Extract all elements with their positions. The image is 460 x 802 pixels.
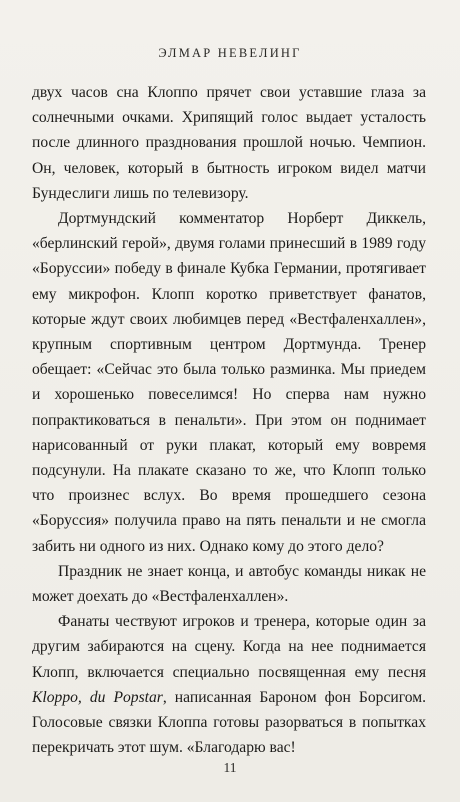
paragraph-4	[32, 609, 426, 760]
page-body	[32, 80, 426, 760]
paragraph-4-text-a: Фанаты чествуют игроков и тренера, которые один за другим забираются на сцену. Когда на нее поднимается Клопп, включается специально посвященная ему песня	[32, 613, 426, 681]
running-head: ЭЛМАР НЕВЕЛИНГ	[158, 46, 302, 60]
page-number: 11	[223, 760, 237, 775]
paragraph-2: Дортмундский комментатор Норберт Диккель, «берлинский герой», двумя голами принесший в 1989 году «Боруссии» победу в финале Кубка Германии, протягивает ему микрофон. Клопп коротко приветствует фанатов, которые ждут своих любимцев перед «Вестфаленхаллен», крупным спортивным центром Дортмунда. Тренер обещает: «Сейчас это была только разминка. Мы приедем и хорошенько повеселимся! Но сперва нам нужно попрактиковаться в пенальти». При этом он поднимает нарисованный от руки плакат, который ему вовремя подсунули. На плакате сказано то же, что Клопп только что произнес вслух. Во время прошедшего сезона «Боруссия» получила право на пять пенальти и не смогла забить ни одного из них. Однако кому до этого дело?	[32, 210, 426, 555]
paragraph-1: двух часов сна Клоппо прячет свои уставшие глаза за солнечными очками. Хрипящий голос выдает усталость после длинного празднования прошлой ночью. Чемпион. Он, человек, который в бытность игроком видел матчи Бундеслиги лишь по телевизору.	[32, 84, 426, 202]
paragraph-3: Праздник не знает конца, и автобус команды никак не может доехать до «Вестфаленхаллен».	[32, 562, 426, 606]
paragraph-4-text-b: , написанная Бароном фон Борсигом. Голосовые связки Клоппа готовы разорваться в попытках перекричать этот шум. «Благодарю вас!	[32, 688, 426, 757]
song-title: Kloppo, du Popstar	[32, 688, 163, 706]
